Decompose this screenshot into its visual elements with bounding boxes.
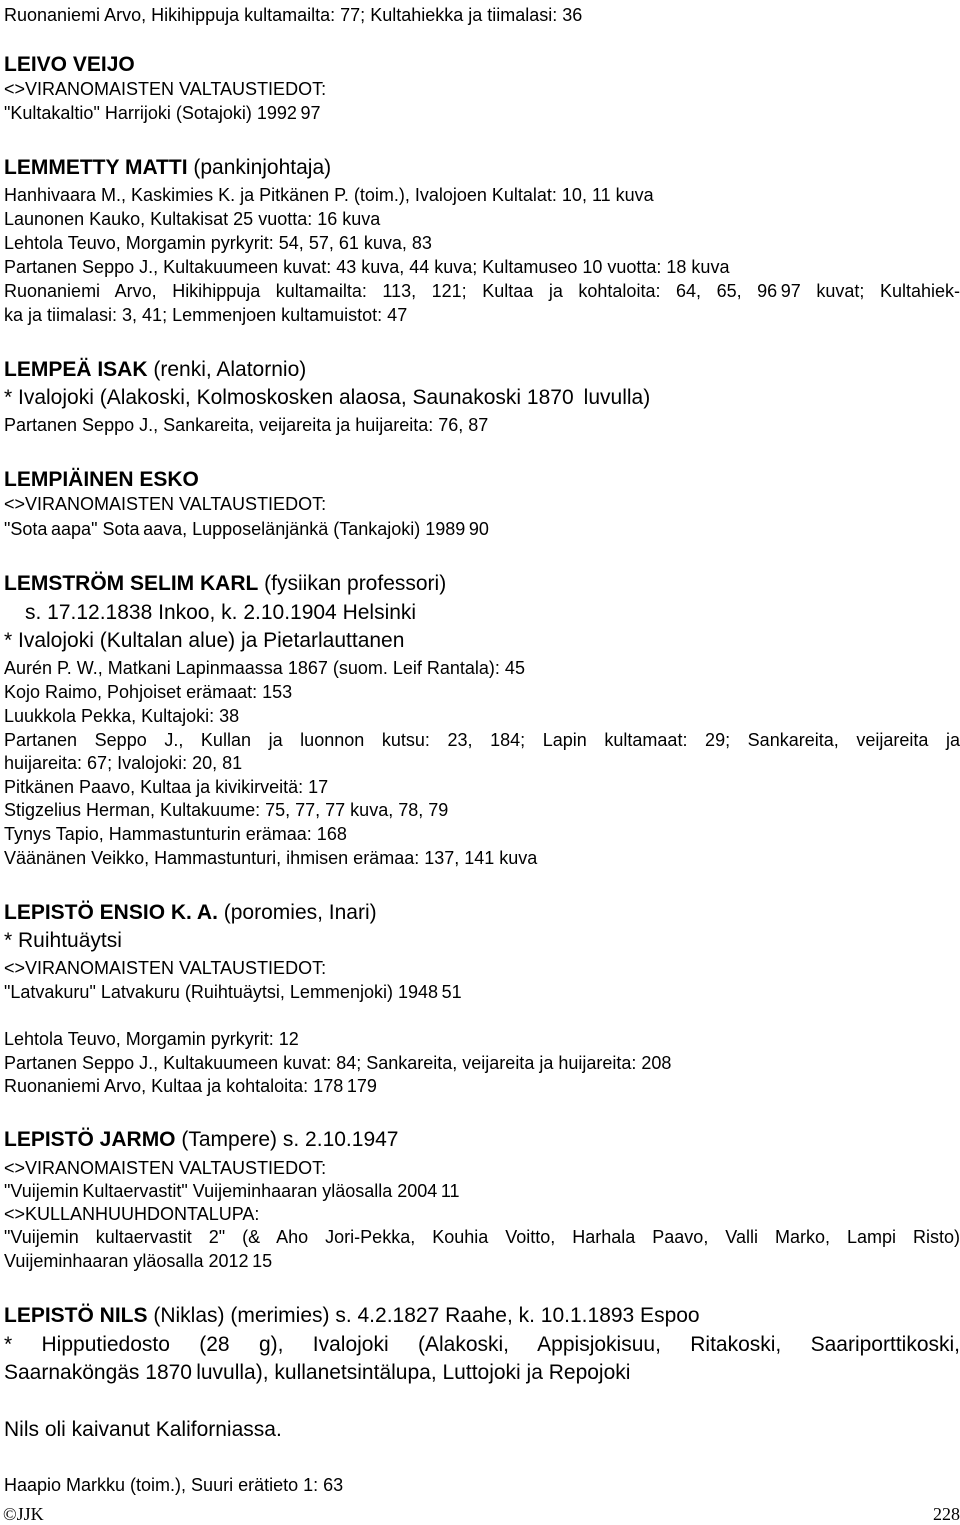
reference-line: Haapio Markku (toim.), Suuri erätieto 1: 63: [4, 1475, 344, 1495]
entry-name: LEMMETTY MATTI: [4, 156, 188, 179]
claim-line: "Vuijemin kultaervastit 2" (& Aho Jori-Pekka, Kouhia Voitto, Harhala Paavo, Valli Marko, Lampi Risto): [4, 1227, 960, 1247]
copyright-mark: ©JJK: [3, 1504, 44, 1524]
page-number: 228: [933, 1504, 960, 1524]
entry-heading: [4, 1127, 398, 1153]
reference-line: Partanen Seppo J., Sankareita, veijareita ja huijareita: 76, 87: [4, 415, 489, 435]
section-label: <>VIRANOMAISTEN VALTAUSTIEDOT:: [4, 958, 327, 978]
entry-heading: [4, 155, 331, 181]
location-line: * Ivalojoki (Kultalan alue) ja Pietarlauttanen: [4, 629, 405, 652]
reference-line: Hanhivaara M., Kaskimies K. ja Pitkänen P. (toim.), Ivalojoen Kultalat: 10, 11 kuva: [4, 185, 654, 205]
reference-line: Ruonaniemi Arvo, Kultaa ja kohtaloita: 178 179: [4, 1076, 377, 1096]
entry-name: LEPISTÖ JARMO: [4, 1128, 176, 1151]
entry-heading: [4, 1303, 700, 1329]
reference-line: Partanen Seppo J., Kullan ja luonnon kutsu: 23, 184; Lapin kultamaat: 29; Sankareita, veijareita ja: [4, 730, 960, 750]
reference-line: Ruonaniemi Arvo, Hikihippuja kultamailta: 77; Kultahiekka ja tiimalasi: 36: [4, 5, 583, 25]
reference-line: Lehtola Teuvo, Morgamin pyrkyrit: 12: [4, 1029, 299, 1049]
claim-line: Vuijeminhaaran yläosalla 2012 15: [4, 1251, 273, 1271]
entry-name: LEIVO VEIJO: [4, 53, 135, 76]
section-label: <>VIRANOMAISTEN VALTAUSTIEDOT:: [4, 1158, 327, 1178]
location-line: Saarnaköngäs 1870 luvulla), kullanetsintälupa, Luttojoki ja Repojoki: [4, 1361, 631, 1384]
entry-name: LEMPIÄINEN ESKO: [4, 468, 199, 491]
note-line: Nils oli kaivanut Kaliforniassa.: [4, 1418, 282, 1441]
entry-heading: [4, 571, 446, 597]
reference-line: Launonen Kauko, Kultakisat 25 vuotta: 16 kuva: [4, 209, 381, 229]
section-label: <>KULLANHUUHDONTALUPA:: [4, 1204, 260, 1224]
section-label: <>VIRANOMAISTEN VALTAUSTIEDOT:: [4, 79, 327, 99]
entry-descriptor: (Niklas) (merimies) s. 4.2.1827 Raahe, k. 10.1.1893 Espoo: [147, 1304, 700, 1327]
reference-line: Väänänen Veikko, Hammastunturi, ihmisen erämaa: 137, 141 kuva: [4, 848, 538, 868]
entry-heading: [4, 52, 135, 78]
reference-line: ka ja tiimalasi: 3, 41; Lemmenjoen kultamuistot: 47: [4, 305, 408, 325]
entry-descriptor: (Tampere) s. 2.10.1947: [175, 1128, 399, 1151]
entry-heading: [4, 900, 377, 926]
section-label: <>VIRANOMAISTEN VALTAUSTIEDOT:: [4, 494, 327, 514]
entry-name: LEPISTÖ NILS: [4, 1304, 148, 1327]
entry-name: LEMPEÄ ISAK: [4, 358, 148, 381]
reference-line: Partanen Seppo J., Kultakuumeen kuvat: 84; Sankareita, veijareita ja huijareita: 208: [4, 1053, 672, 1073]
location-line: * Ivalojoki (Alakoski, Kolmoskosken alaosa, Saunakoski 1870 luvulla): [4, 386, 651, 409]
claim-line: "Vuijemin Kultaervastit" Vuijeminhaaran yläosalla 2004 11: [4, 1181, 460, 1201]
claim-line: "Kultakaltio" Harrijoki (Sotajoki) 1992 97: [4, 103, 321, 123]
reference-line: Tynys Tapio, Hammastunturin erämaa: 168: [4, 824, 347, 844]
reference-line: Pitkänen Paavo, Kultaa ja kivikirveitä: 17: [4, 777, 329, 797]
claim-line: "Sota aapa" Sota aava, Lupposelänjänkä (Tankajoki) 1989 90: [4, 519, 489, 539]
reference-line: Luukkola Pekka, Kultajoki: 38: [4, 706, 240, 726]
entry-descriptor: (fysiikan professori): [258, 572, 447, 595]
reference-line: Partanen Seppo J., Kultakuumeen kuvat: 43 kuva, 44 kuva; Kultamuseo 10 vuotta: 18 kuva: [4, 257, 730, 277]
entry-descriptor: (pankinjohtaja): [187, 156, 332, 179]
location-line: * Hipputiedosto (28 g), Ivalojoki (Alakoski, Appisjokisuu, Ritakoski, Saariporttikoski,: [4, 1333, 960, 1356]
entry-descriptor: (renki, Alatornio): [147, 358, 307, 381]
location-line: * Ruihtuäytsi: [4, 929, 122, 952]
entry-heading: [4, 357, 306, 383]
entry-name: LEPISTÖ ENSIO K. A.: [4, 901, 218, 924]
reference-line: huijareita: 67; Ivalojoki: 20, 81: [4, 753, 243, 773]
entry-heading: [4, 467, 199, 493]
reference-line: Aurén P. W., Matkani Lapinmaassa 1867 (suom. Leif Rantala): 45: [4, 658, 525, 678]
reference-line: Kojo Raimo, Pohjoiset erämaat: 153: [4, 682, 293, 702]
reference-line: Ruonaniemi Arvo, Hikihippuja kultamailta: 113, 121; Kultaa ja kohtaloita: 64, 65, 96 97 kuvat; Kultahiek-: [4, 281, 960, 301]
claim-line: "Latvakuru" Latvakuru (Ruihtuäytsi, Lemmenjoki) 1948 51: [4, 982, 462, 1002]
entry-descriptor: (poromies, Inari): [217, 901, 377, 924]
biography-line: s. 17.12.1838 Inkoo, k. 2.10.1904 Helsinki: [4, 601, 417, 624]
reference-line: Stigzelius Herman, Kultakuume: 75, 77, 77 kuva, 78, 79: [4, 800, 449, 820]
reference-line: Lehtola Teuvo, Morgamin pyrkyrit: 54, 57, 61 kuva, 83: [4, 233, 432, 253]
entry-name: LEMSTRÖM SELIM KARL: [4, 572, 259, 595]
